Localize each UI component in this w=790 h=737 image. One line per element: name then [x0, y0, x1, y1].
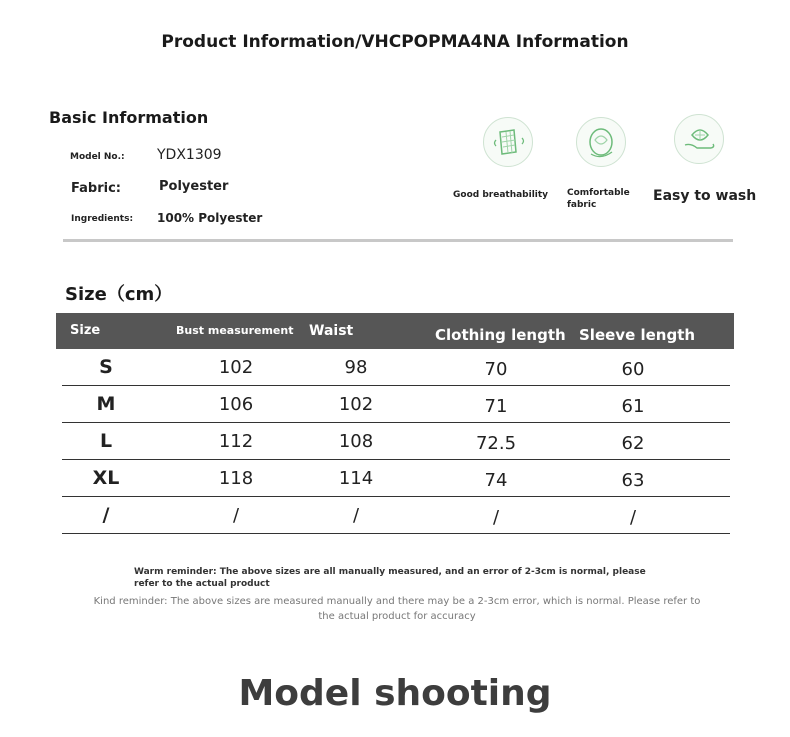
table-row — [62, 386, 730, 423]
cell-clothing-length: / — [492, 507, 500, 528]
cell-waist: / — [352, 505, 360, 526]
feature-label-comfortable: Comfortable fabric — [567, 188, 630, 210]
table-row — [62, 423, 730, 460]
cell-bust: 102 — [218, 357, 254, 378]
cell-sleeve-length: 60 — [621, 359, 645, 380]
model-shooting-title: Model shooting — [238, 673, 552, 714]
cell-bust: 112 — [218, 431, 254, 452]
ingredients-label: Ingredients: — [71, 214, 134, 224]
comfortable-fabric-icon — [576, 117, 626, 167]
basic-info-title: Basic Information — [49, 108, 209, 127]
cell-bust: / — [232, 505, 240, 526]
model-label: Model No.: — [70, 152, 125, 162]
cell-waist: 108 — [338, 431, 374, 452]
section-divider — [63, 239, 733, 242]
cell-waist: 114 — [338, 468, 374, 489]
cell-size: S — [99, 356, 113, 378]
cell-clothing-length: 70 — [484, 359, 508, 380]
cell-size: XL — [92, 467, 120, 489]
cell-waist: 102 — [338, 394, 374, 415]
size-table — [56, 313, 734, 534]
header-bust: Bust measurement — [176, 324, 294, 337]
cell-clothing-length: 71 — [484, 396, 508, 417]
feature-label-easy-wash: Easy to wash — [653, 188, 757, 204]
cell-waist: 98 — [344, 357, 368, 378]
ingredients-value: 100% Polyester — [157, 211, 263, 225]
header-sleeve-length: Sleeve length — [579, 326, 696, 344]
table-row — [62, 460, 730, 497]
page-title: Product Information/VHCPOPMA4NA Information — [161, 32, 629, 52]
kind-reminder: Kind reminder: The above sizes are measured manually and there may be a 2-3cm error, which is normal. Please refer to the actual product for accuracy — [93, 596, 701, 622]
table-row — [62, 497, 730, 534]
fabric-label: Fabric: — [71, 181, 121, 196]
cell-bust: 106 — [218, 394, 254, 415]
cell-sleeve-length: / — [629, 507, 637, 528]
cell-bust: 118 — [218, 468, 254, 489]
model-value: YDX1309 — [157, 147, 222, 163]
cell-sleeve-length: 61 — [621, 396, 645, 417]
cell-size: L — [99, 430, 113, 452]
breathable-fabric-icon — [483, 117, 533, 167]
cell-sleeve-length: 63 — [621, 470, 645, 491]
cell-clothing-length: 72.5 — [475, 433, 517, 454]
cell-size: / — [102, 504, 110, 526]
easy-wash-icon — [674, 114, 724, 164]
table-row — [62, 349, 730, 386]
cell-size: M — [96, 393, 116, 415]
cell-clothing-length: 74 — [484, 470, 508, 491]
header-waist: Waist — [309, 323, 354, 339]
header-size: Size — [70, 323, 101, 338]
size-table-header — [56, 313, 734, 349]
fabric-value: Polyester — [159, 179, 229, 194]
feature-label-breathability: Good breathability — [453, 190, 549, 200]
warm-reminder: Warm reminder: The above sizes are all manually measured, and an error of 2-3cm is normal, please refer to the actual product — [134, 567, 646, 589]
cell-sleeve-length: 62 — [621, 433, 645, 454]
header-clothing-length: Clothing length — [435, 326, 566, 344]
size-section-title: Size（cm） — [65, 284, 173, 305]
